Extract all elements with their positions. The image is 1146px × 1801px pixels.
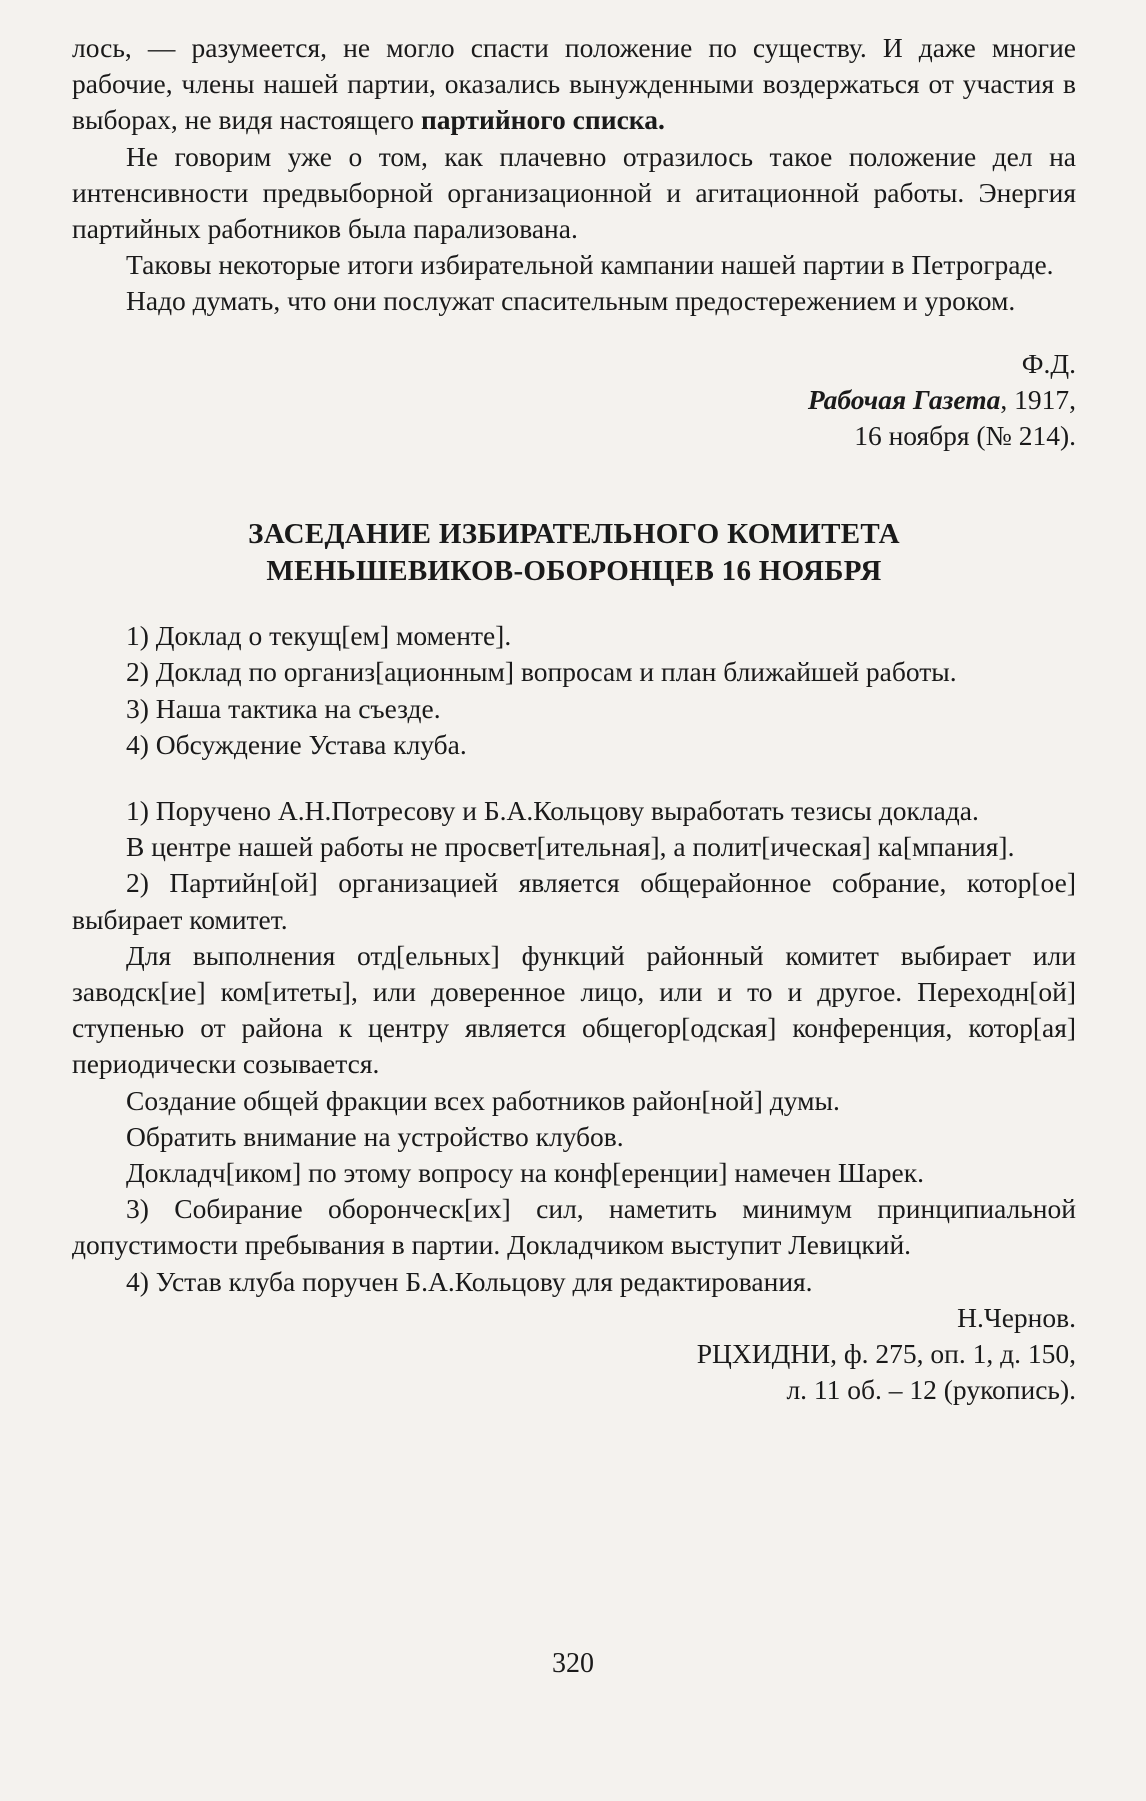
agenda-item: 3) Наша тактика на съезде.: [126, 692, 441, 724]
decision-paragraph: 4) Устав клуба поручен Б.А.Кольцову для редактирования.: [126, 1265, 813, 1297]
agenda-item: 4) Обсуждение Устава клуба.: [126, 728, 467, 760]
archive-reference-line-2: л. 11 об. – 12 (рукопись).: [786, 1374, 1076, 1406]
section-heading: [72, 516, 1076, 590]
article-source-date: 16 ноября (№ 214).: [854, 420, 1076, 452]
source-newspaper-name: Рабочая Газета: [807, 383, 1001, 415]
page-number: 320: [552, 1648, 594, 1679]
article-paragraph-2: Не говорим уже о том, как плачевно отразилось такое положение дел на интенсивности предвыборной организационной и агитационной работы. Энергия партийных работников была парализована.: [72, 140, 1076, 245]
document-body: [72, 30, 1076, 1409]
archive-reference-line-1: РЦХИДНИ, ф. 275, оп. 1, д. 150,: [696, 1338, 1076, 1370]
article-paragraph-4: Надо думать, что они послужат спасительным предостережением и уроком.: [126, 285, 1016, 317]
decision-paragraph: В центре нашей работы не просвет[ительная], а полит[ическая] ка[мпания].: [126, 831, 1015, 863]
section-heading-line-2: МЕНЬШЕВИКОВ-ОБОРОНЦЕВ 16 НОЯБРЯ: [266, 555, 882, 588]
article-signature: Ф.Д.: [1021, 347, 1076, 379]
article-paragraph-1-bold: партийного списка.: [420, 104, 665, 136]
decision-paragraph: 3) Собирание оборонческ[их] сил, наметить минимум принципиальной допустимости пребывания в партии. Докладчиком выступит Левицкий.: [72, 1193, 1076, 1261]
minutes-signature: Н.Чернов.: [957, 1301, 1076, 1333]
article-paragraph-1: [72, 30, 1076, 139]
decision-paragraph: Докладч[иком] по этому вопросу на конф[еренции] намечен Шарек.: [126, 1157, 924, 1189]
agenda-item: 2) Доклад по организ[ационным] вопросам и план ближайшей работы.: [126, 656, 957, 688]
decisions-list: [72, 793, 1076, 1300]
article-source: [72, 382, 1076, 418]
article-paragraph-1-text: лось, — разумеется, не могло спасти положение по существу. И даже многие рабочие, члены нашей партии, оказались вынужденными воздержаться от участия в выборах, не видя настоящего: [72, 32, 1076, 136]
article-paragraph-3: Таковы некоторые итоги избирательной кампании нашей партии в Петрограде.: [126, 249, 1054, 281]
source-year: , 1917,: [1000, 383, 1076, 415]
decision-paragraph: 1) Поручено А.Н.Потресову и Б.А.Кольцову выработать тезисы доклада.: [126, 795, 979, 827]
decision-paragraph: Для выполнения отд[ельных] функций районный комитет выбирает или заводск[ие] ком[итеты], или доверенное лицо, или и то и другое. Переходн[ой] ступенью от района к центру является общегор[одская] конференция, котор[ая] периодически созывается.: [72, 939, 1076, 1080]
agenda-list: [72, 618, 1076, 763]
decision-paragraph: Обратить внимание на устройство клубов.: [126, 1120, 624, 1152]
decision-paragraph: Создание общей фракции всех работников район[ной] думы.: [126, 1084, 840, 1116]
decision-paragraph: 2) Партийн[ой] организацией является общерайонное собрание, котор[ое] выбирает комитет.: [72, 867, 1076, 935]
section-heading-line-1: ЗАСЕДАНИЕ ИЗБИРАТЕЛЬНОГО КОМИТЕТА: [248, 518, 900, 551]
agenda-item: 1) Доклад о текущ[ем] моменте].: [126, 620, 512, 652]
